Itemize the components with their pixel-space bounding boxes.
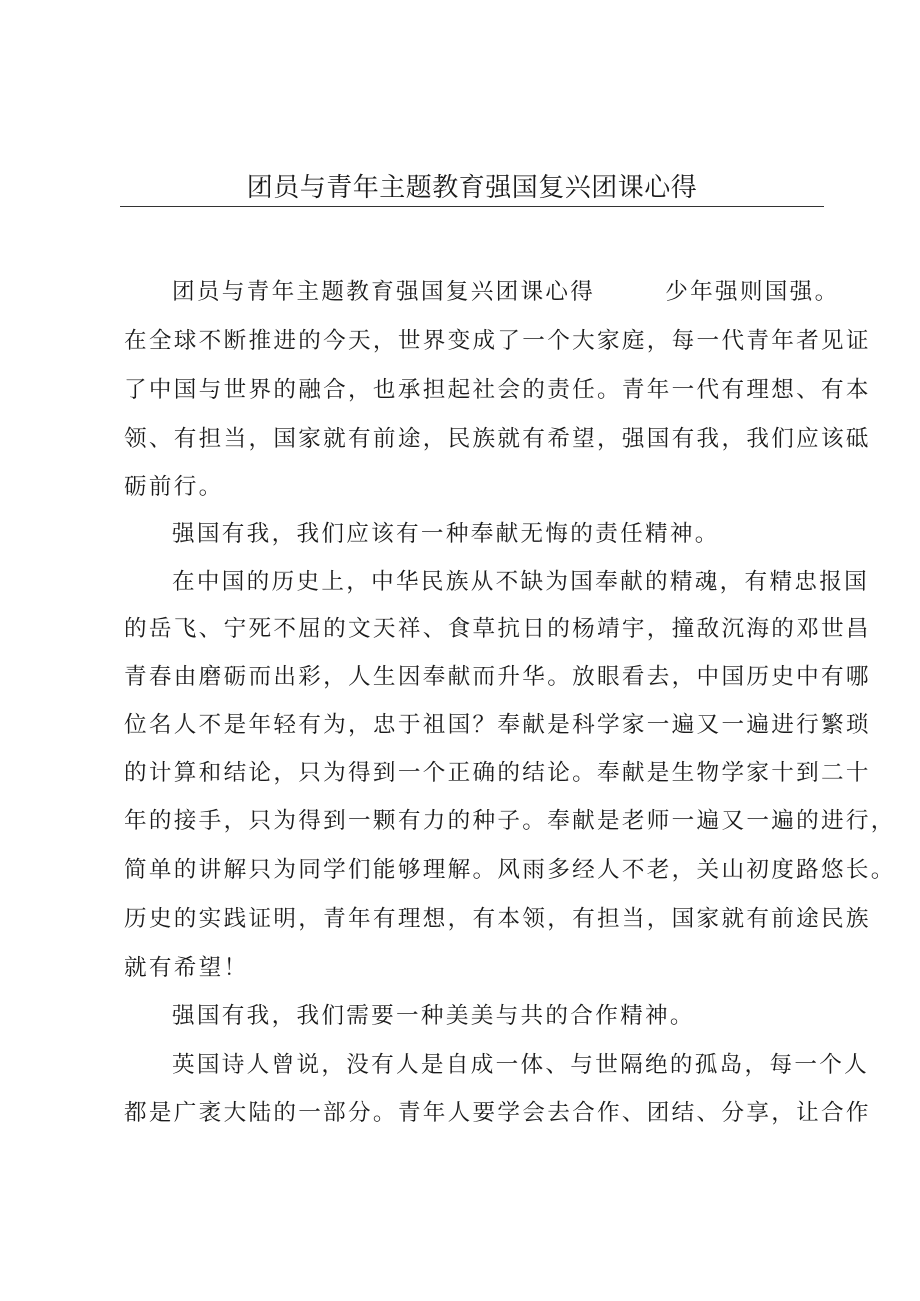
paragraph-line: 就有希望！ — [124, 955, 249, 981]
paragraph-line: 砺前行。 — [124, 474, 224, 500]
document-title: 团员与青年主题教育强国复兴团课心得 — [246, 173, 698, 203]
paragraph-line: 都是广袤大陆的一部分。青年人要学会去合作、团结、分享，让合作 — [124, 1100, 871, 1126]
paragraph-line: 英国诗人曾说，没有人是自成一体、与世隔绝的孤岛，每一个人 — [172, 1052, 870, 1078]
title-underline — [120, 206, 824, 207]
paragraph-line: 的计算和结论，只为得到一个正确的结论。奉献是生物学家十到二十 — [124, 760, 871, 786]
section-heading-line: 强国有我，我们应该有一种奉献无悔的责任精神。 — [172, 521, 720, 547]
intro-title-repeat: 团员与青年主题教育强国复兴团课心得 — [172, 279, 596, 305]
paragraph-line: 位名人不是年轻有为，忠于祖国？奉献是科学家一遍又一遍进行繁琐 — [124, 712, 871, 738]
paragraph-line: 在中国的历史上，中华民族从不缺为国奉献的精魂，有精忠报国 — [172, 569, 870, 595]
section-heading-line: 强国有我，我们需要一种美美与共的合作精神。 — [172, 1003, 695, 1029]
paragraph-line: 领、有担当，国家就有前途，民族就有希望，强国有我，我们应该砥 — [124, 426, 871, 452]
intro-opening: 少年强则国强。 — [665, 279, 840, 305]
paragraph-line: 的岳飞、宁死不屈的文天祥、食草抗日的杨靖宇，撞敌沉海的邓世昌 — [124, 616, 871, 642]
paragraph-line: 在全球不断推进的今天，世界变成了一个大家庭，每一代青年者见证 — [124, 328, 871, 354]
paragraph-line: 青春由磨砺而出彩，人生因奉献而升华。放眼看去，中国历史中有哪 — [124, 664, 871, 690]
paragraph-line: 了中国与世界的融合，也承担起社会的责任。青年一代有理想、有本 — [124, 377, 871, 403]
paragraph-line: 年的接手，只为得到一颗有力的种子。奉献是老师一遍又一遍的进行， — [124, 808, 896, 834]
paragraph-line: 简单的讲解只为同学们能够理解。风雨多经人不老，关山初度路悠长。 — [124, 857, 896, 883]
paragraph-line: 历史的实践证明，青年有理想，有本领，有担当，国家就有前途民族 — [124, 906, 871, 932]
intro-line — [172, 277, 840, 307]
